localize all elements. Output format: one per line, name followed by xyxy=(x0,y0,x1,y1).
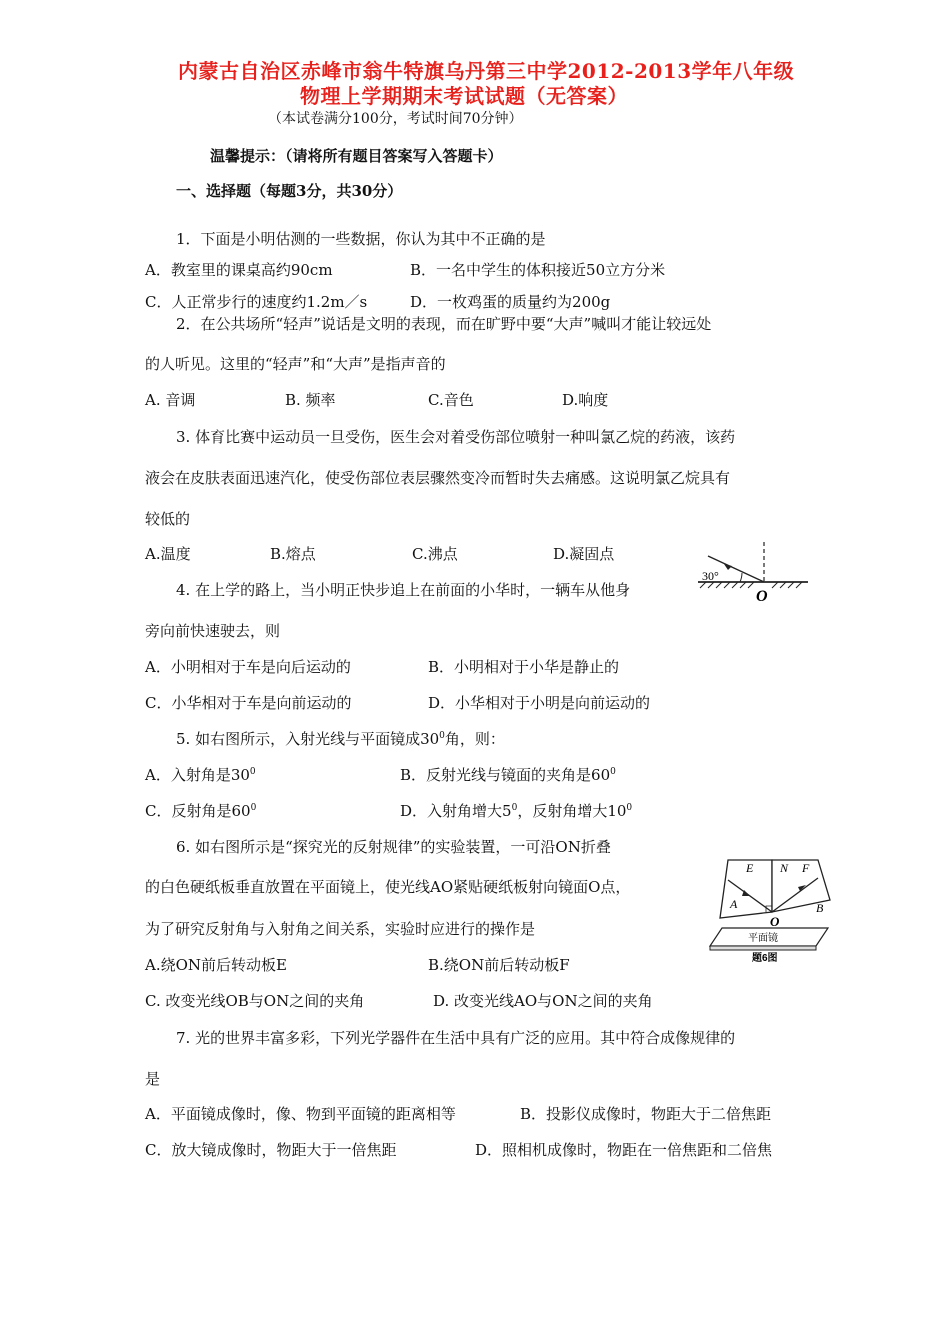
label-f: F xyxy=(802,861,810,875)
q4-line-2: 旁向前快速驶去，则 xyxy=(145,622,281,640)
q4-option-c: C．小华相对于车是向前运动的 xyxy=(145,694,352,712)
q5-option-b-degree: 0 xyxy=(610,767,616,777)
q4-option-a: A．小明相对于车是向后运动的 xyxy=(145,658,351,676)
q7-option-c: C．放大镜成像时，物距大于一倍焦距 xyxy=(145,1141,397,1159)
exam-note: （本试卷满分100分，考试时间70分钟） xyxy=(268,111,523,127)
q3-line-2: 液会在皮肤表面迅速汽化，使受伤部位表层骤然变冷而暂时失去痛感。这说明氯乙烷具有 xyxy=(145,469,731,487)
q5-option-c-degree: 0 xyxy=(250,803,257,813)
q5-option-c xyxy=(145,800,256,821)
q2-option-b: B. 频率 xyxy=(285,391,336,409)
q2-line-2: 的人听见。这里的“轻声”和“大声”是指声音的 xyxy=(145,355,446,373)
section-heading: 一、选择题（每题3分，共30分） xyxy=(176,182,403,200)
q5-option-b xyxy=(400,764,616,785)
q7-line-2: 是 xyxy=(145,1070,161,1088)
q3-line-1: 3. 体育比赛中运动员一旦受伤，医生会对着受伤部位喷射一种叫氯乙烷的药液，该药 xyxy=(176,428,736,446)
q1-option-d: D．一枚鸡蛋的质量约为200g xyxy=(410,293,611,311)
label-b: B xyxy=(816,901,824,915)
q6-option-a: A.绕ON前后转动板E xyxy=(145,956,287,974)
q7-option-d: D．照相机成像时，物距在一倍焦距和二倍焦 xyxy=(475,1141,773,1159)
q4-option-d: D．小华相对于小明是向前运动的 xyxy=(428,694,651,712)
title-line-1: 内蒙古自治区赤峰市翁牛特旗乌丹第三中学2012-2013学年八年级 xyxy=(178,59,795,83)
q3-option-c: C.沸点 xyxy=(412,545,458,563)
q5-option-a-text: A．入射角是30 xyxy=(145,766,250,784)
q1-stem: 1．下面是小明估测的一些数据，你认为其中不正确的是 xyxy=(176,230,546,248)
q2-option-c: C.音色 xyxy=(428,391,474,409)
q6-line-1: 6. 如右图所示是“探究光的反射规律”的实验装置，一可沿ON折叠 xyxy=(176,838,611,856)
reflection-experiment-figure xyxy=(700,850,850,965)
q7-option-b: B．投影仪成像时，物距大于二倍焦距 xyxy=(520,1105,772,1123)
label-a: A xyxy=(730,897,738,911)
q7-line-1: 7. 光的世界丰富多彩，下列光学器件在生活中具有广泛的应用。其中符合成像规律的 xyxy=(176,1029,736,1047)
point-o-label: O xyxy=(756,588,768,604)
q4-line-1: 4. 在上学的路上，当小明正快步追上在前面的小华时，一辆车从他身 xyxy=(176,581,631,599)
label-e: E xyxy=(746,861,754,875)
angle-arc xyxy=(740,573,742,582)
q6-option-b: B.绕ON前后转动板F xyxy=(428,956,570,974)
q5-stem-degree: 0 xyxy=(439,731,445,741)
q6-line-2: 的白色硬纸板垂直放置在平面镜上，使光线AO紧贴硬纸板射向镜面O点， xyxy=(145,878,631,896)
tip-text: 温馨提示：（请将所有题目答案写入答题卡） xyxy=(210,147,503,165)
q5-option-a xyxy=(145,764,256,785)
q4-option-b: B．小明相对于小华是静止的 xyxy=(428,658,620,676)
q1-option-c: C．人正常步行的速度约1.2m／s xyxy=(145,293,368,311)
angle-label: 30° xyxy=(702,569,719,583)
q3-line-3: 较低的 xyxy=(145,510,191,528)
q6-option-d: D. 改变光线AO与ON之间的夹角 xyxy=(433,992,653,1010)
q1-option-a: A．教室里的课桌高约90cm xyxy=(145,261,333,279)
title-line-2: 物理上学期期末考试试题（无答案） xyxy=(300,84,628,108)
label-o: O xyxy=(770,914,780,929)
mirror-label: 平面镜 xyxy=(748,933,778,944)
reflection-angle-figure xyxy=(692,540,812,604)
label-n: N xyxy=(780,861,789,875)
q1-option-b: B．一名中学生的体积接近50立方分米 xyxy=(410,261,666,279)
q3-option-b: B.熔点 xyxy=(270,545,316,563)
q5-stem-end: 角，则： xyxy=(444,730,505,748)
q7-option-a: A．平面镜成像时，像、物到平面镜的距离相等 xyxy=(145,1105,456,1123)
q3-option-a: A.温度 xyxy=(145,545,191,563)
figure-caption: 题6图 xyxy=(752,953,778,964)
q5-option-d-degree: 0 xyxy=(511,803,518,813)
q2-option-d: D.响度 xyxy=(562,391,609,409)
q5-stem-text: 5. 如右图所示，入射光线与平面镜成30 xyxy=(176,730,440,748)
q5-option-c-text: C．反射角是60 xyxy=(145,802,251,820)
q5-option-d-text: D．入射角增大5 xyxy=(400,802,512,820)
q5-option-b-text: B．反射光线与镜面的夹角是60 xyxy=(400,766,611,784)
q3-option-d: D.凝固点 xyxy=(553,545,615,563)
q5-option-d-degree-2: 0 xyxy=(626,803,633,813)
q5-option-d-mid: ，反射角增大10 xyxy=(517,802,627,820)
q2-line-1: 2．在公共场所“轻声”说话是文明的表现，而在旷野中要“大声”喊叫才能让较远处 xyxy=(176,315,712,333)
q5-option-d xyxy=(400,800,632,821)
q5-option-a-degree: 0 xyxy=(249,767,256,777)
q2-option-a: A. 音调 xyxy=(145,391,196,409)
q6-option-c: C. 改变光线OB与ON之间的夹角 xyxy=(145,992,365,1010)
q6-line-3: 为了研究反射角与入射角之间关系，实验时应进行的操作是 xyxy=(145,920,536,938)
q5-stem xyxy=(176,728,505,749)
